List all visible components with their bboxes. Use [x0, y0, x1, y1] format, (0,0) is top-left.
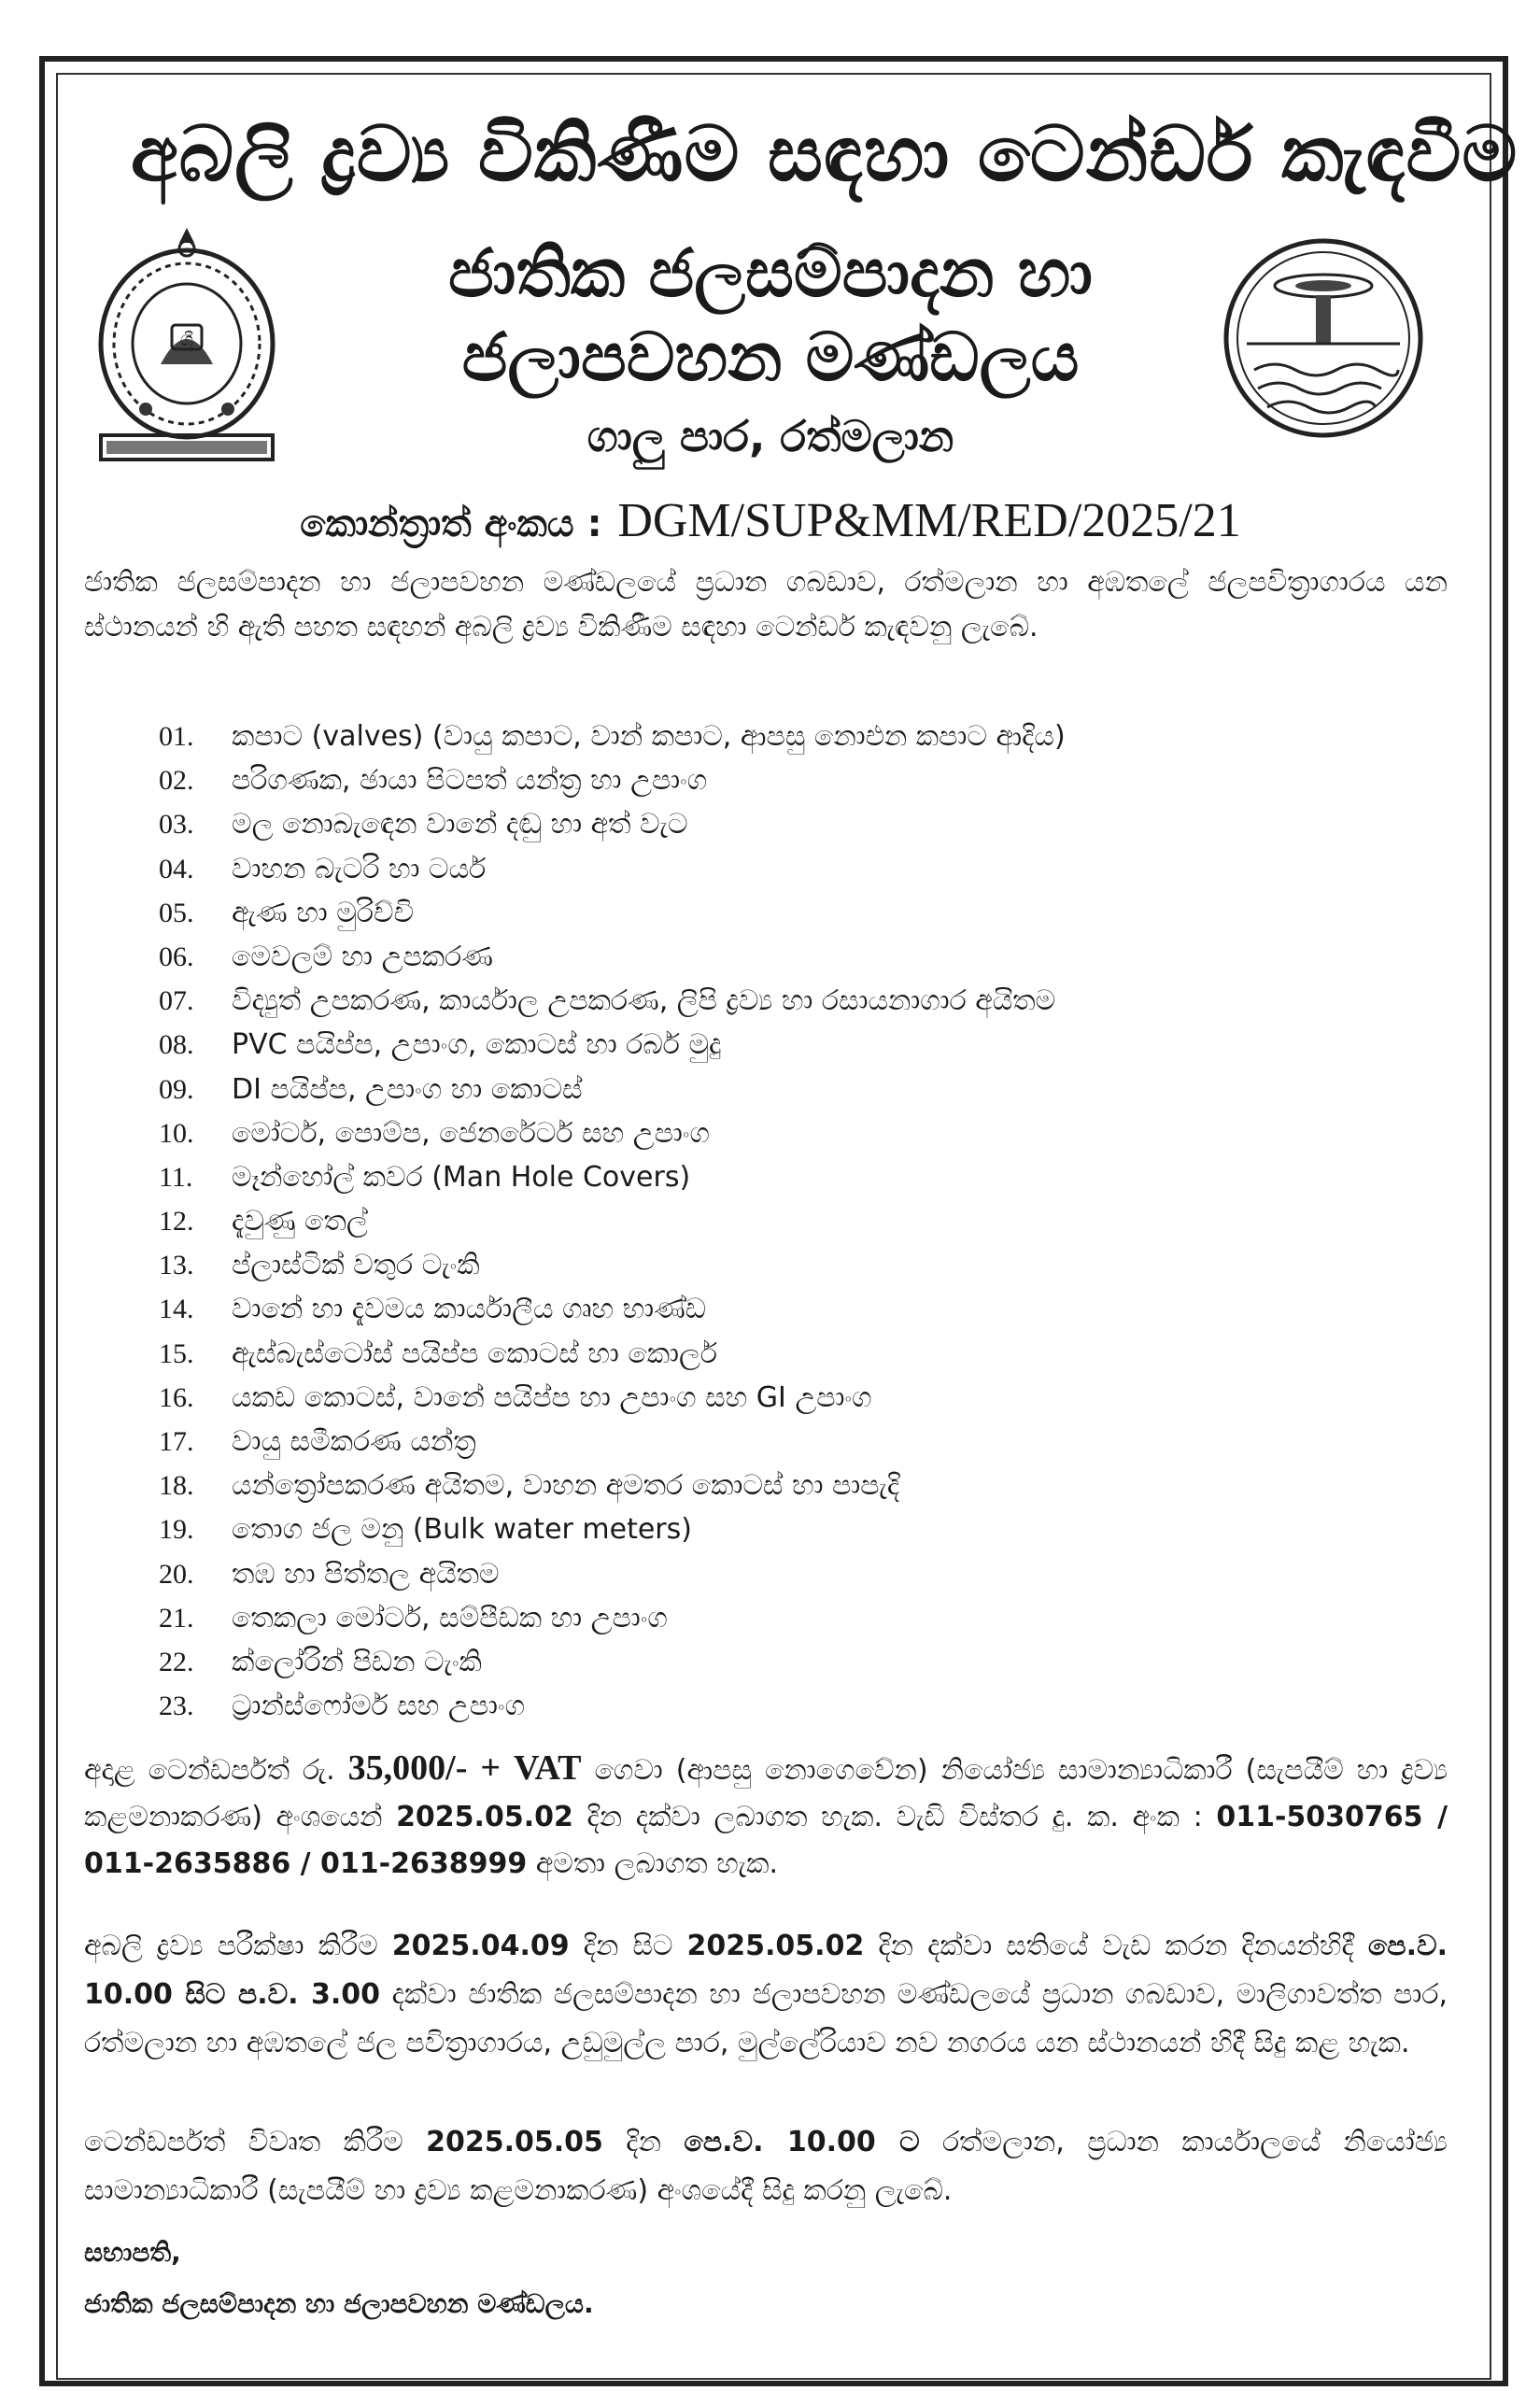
- list-item: [159, 1243, 1373, 1287]
- contract-number-line: [224, 493, 1317, 548]
- svg-text:ශ්‍රී: ශ්‍රී: [179, 328, 194, 350]
- item-number: 19.: [159, 1514, 194, 1546]
- list-item: [159, 891, 1373, 935]
- list-item: [159, 1640, 1373, 1684]
- item-text: මෝටර්, පොම්ප, ජෙනරේටර් සහ උපාංග: [232, 1116, 710, 1150]
- price-text-c: දින දක්වා ලබාගත හැක. වැඩි විස්තර දු. ක. අංක :: [572, 1801, 1217, 1833]
- inspection-end-date: 2025.05.02: [686, 1930, 865, 1962]
- item-text: මෙවලම් හා උපකරණ: [232, 940, 493, 973]
- item-number: 02.: [159, 765, 194, 797]
- price-paragraph: [84, 1745, 1448, 1888]
- list-item: [159, 1111, 1373, 1155]
- item-text: තොග ජල මනු (Bulk water meters): [232, 1513, 692, 1547]
- item-text: යකඩ කොටස්, වානේ පයිප්ප හා උපාංග සහ GI උපාංග: [232, 1380, 872, 1414]
- contract-label: කොන්ත්‍රාත් අංකය :: [300, 502, 602, 545]
- inspect-text-a: අබලි ද්‍රව්‍ය පරීක්ෂා කිරීම: [84, 1930, 392, 1962]
- nwsdb-logo-icon: [1219, 233, 1429, 444]
- issue-deadline-date: 2025.05.02: [396, 1801, 573, 1833]
- item-text: විද්‍යුත් උපකරණ, කාර්යාල උපකරණ, ලිපි ද්‍රව්‍ය හා රසායනාගාර අයිතම: [232, 984, 1056, 1018]
- price-text-b: ගෙවා (ආපසු නොගෙවේන) නියෝජ්‍ය සාමාන්‍යාධිකාරී (සැපයීම් හා ද්‍රව්‍ය කළමනාකරණ) අංශයෙන්: [84, 1754, 1448, 1833]
- item-text: යන්ත්‍රෝපකරණ අයිතම, වාහන අමතර කොටස් හා පාපැදි: [232, 1469, 900, 1503]
- org-address: ගාලු පාර, රත්මලාන: [586, 411, 954, 461]
- list-item: [159, 1332, 1373, 1376]
- list-item: [159, 847, 1373, 891]
- org-name-line1: ජාතික ජලසම්පාදන හා: [448, 233, 1093, 312]
- item-text: වානේ හා දැවමය කාර්යාලීය ගෘහ භාණ්ඩ: [232, 1293, 707, 1326]
- item-number: 14.: [159, 1294, 194, 1325]
- list-item: [159, 802, 1373, 846]
- list-item: [159, 758, 1373, 802]
- list-item: [159, 1199, 1373, 1243]
- item-number: 06.: [159, 941, 194, 972]
- item-number: 01.: [159, 721, 194, 752]
- item-number: 03.: [159, 809, 194, 841]
- item-number: 09.: [159, 1073, 194, 1105]
- item-text: කපාට (valves) (වායු කපාට, වාන් කපාට, ආපසු නොඑන කපාට ආදිය): [232, 720, 1066, 753]
- opening-date: 2025.05.05: [426, 2126, 603, 2158]
- open-text-a: ටෙන්ඩර්පත් විවෘත කිරීම: [84, 2126, 427, 2158]
- list-item: [159, 1464, 1373, 1507]
- list-item: [159, 1023, 1373, 1067]
- list-item: [159, 979, 1373, 1023]
- item-number: 11.: [159, 1161, 193, 1193]
- list-item: [159, 1068, 1373, 1111]
- intro-paragraph: ජාතික ජලසම්පාදන හා ජලාපවහන මණ්ඩලයේ ප්‍රධාන ගබඩාව, රත්මලාන හා අඹතලේ ජලපවිත්‍රාගාරය යන ස්ථානයන් හි ඇති පහත සඳහන් අබලි ද්‍රව්‍ය විකිණීම සඳහා ටෙන්ඩර් කැඳවනු ලැබේ.: [84, 566, 1448, 644]
- inspect-text-d: දක්වා ජාතික ජලසම්පාදන හා ජලාපවහන මණ්ඩලයේ ප්‍රධාන ගබඩාව, මාලිගාවත්ත පාර, රත්මලාන හා අඹතලේ ජල පවිත්‍රාගාරය, උඩුමුල්ල පාර, මුල්ලේරියාව නව නගරය යන ස්ථානයන් හිදී සිදු කළ හැක.: [84, 1978, 1448, 2059]
- contact-phone-numbers: 011-5030765 / 011-2635886 / 011-2638999: [84, 1801, 1448, 1880]
- org-name-line2: ජලාපවහන මණ්ඩලය: [461, 318, 1080, 396]
- item-text: ක්ලෝරින් පිඩන ටැංකි: [232, 1645, 482, 1678]
- item-number: 17.: [159, 1426, 194, 1457]
- item-number: 05.: [159, 897, 194, 928]
- item-text: තෙකලා මෝටර්, සම්පීඩක හා උපාංග: [232, 1601, 668, 1634]
- item-text: ඇණ හා මුරිච්චි: [232, 896, 415, 929]
- item-text: මෑන්හෝල් කවර (Man Hole Covers): [232, 1160, 691, 1194]
- item-number: 23.: [159, 1691, 194, 1722]
- sri-lanka-national-emblem-icon: [93, 224, 280, 467]
- list-item: [159, 1155, 1373, 1199]
- item-number: 10.: [159, 1117, 194, 1149]
- inspect-text-c: දින දක්වා සතියේ වැඩ කරන දිනයන්හිදී: [864, 1930, 1368, 1962]
- item-text: ඇස්බැස්ටෝස් පයිප්ප කොටස් හා කොලර්: [232, 1337, 718, 1370]
- item-number: 22.: [159, 1646, 194, 1677]
- item-number: 16.: [159, 1381, 194, 1413]
- open-text-c: රත්මලාන, ප්‍රධාන කාර්යාලයේ නියෝජ්‍ය සාමාන්‍යාධිකාරී (සැපයීම් හා ද්‍රව්‍ය කළමනාකරණ) අංශයේදී සිදු කරනු ලැබේ.: [84, 2126, 1448, 2207]
- item-number: 12.: [159, 1206, 194, 1238]
- item-text: DI පයිප්ප, උපාංග හා කොටස්: [232, 1072, 583, 1106]
- notice-headline: අබලි ද්‍රව්‍ය විකිණීම සඳහා ටෙන්ඩර් කැඳවීම: [131, 110, 1519, 199]
- signatory-organisation: ජාතික ජලසම්පාදන හා ජලාපවහන මණ්ඩලය.: [84, 2288, 594, 2319]
- item-number: 08.: [159, 1029, 194, 1061]
- inspection-start-date: 2025.04.09: [391, 1930, 570, 1962]
- opening-time: පෙ.ව. 10.00 ට: [684, 2126, 920, 2158]
- item-number: 13.: [159, 1250, 194, 1281]
- item-text: වායු සමීකරණ යන්ත්‍ර: [232, 1425, 476, 1458]
- inspect-text-b: දින සිට: [569, 1930, 687, 1962]
- item-text: දැවුණු තෙල්: [232, 1205, 368, 1238]
- list-item: [159, 1376, 1373, 1420]
- item-number: 04.: [159, 853, 194, 884]
- item-text: තඹ හා පිත්තල අයිතම: [232, 1557, 500, 1591]
- open-text-b: දින: [602, 2126, 685, 2158]
- item-number: 07.: [159, 985, 194, 1017]
- inspection-paragraph: [84, 1922, 1448, 2068]
- item-text: මල නොබැඳෙන වානේ දඬු හා අත් වැට: [232, 808, 688, 842]
- list-item: [159, 1684, 1373, 1728]
- signatory-title: සභාපති,: [84, 2237, 181, 2268]
- item-text: ට්‍රාන්ස්ෆෝමර් සහ උපාංග: [232, 1690, 526, 1723]
- inspection-hours: පෙ.ව. 10.00 සිට ප.ව. 3.00: [84, 1930, 1448, 2011]
- list-item: [159, 935, 1373, 979]
- item-text: පරිගණක, ඡායා පිටපත් යන්ත්‍ර හා උපාංග: [232, 764, 708, 798]
- item-number: 18.: [159, 1470, 194, 1502]
- list-item: [159, 714, 1373, 758]
- opening-paragraph: [84, 2118, 1448, 2215]
- item-text: වාහන බැටරි හා ටයර්: [232, 852, 487, 885]
- item-text: ප්ලාස්ටික් වතුර ටැංකි: [232, 1249, 480, 1282]
- item-number: 15.: [159, 1337, 194, 1369]
- price-text-d: අමතා ලබාගත හැක.: [527, 1847, 779, 1880]
- list-item: [159, 1420, 1373, 1464]
- item-number: 21.: [159, 1602, 194, 1634]
- list-item: [159, 1596, 1373, 1640]
- price-text-a: අදාළ ටෙන්ඩර්පත් රු.: [84, 1754, 348, 1787]
- contract-number: DGM/SUP&MM/RED/2025/21: [617, 494, 1241, 547]
- scrap-items-list: [159, 714, 1373, 1728]
- list-item: [159, 1552, 1373, 1596]
- tender-fee: 35,000/- + VAT: [347, 1748, 582, 1788]
- list-item: [159, 1507, 1373, 1551]
- list-item: [159, 1287, 1373, 1331]
- item-text: PVC පයිප්ප, උපාංග, කොටස් හා රබර් මුදු: [232, 1028, 722, 1062]
- item-number: 20.: [159, 1558, 194, 1590]
